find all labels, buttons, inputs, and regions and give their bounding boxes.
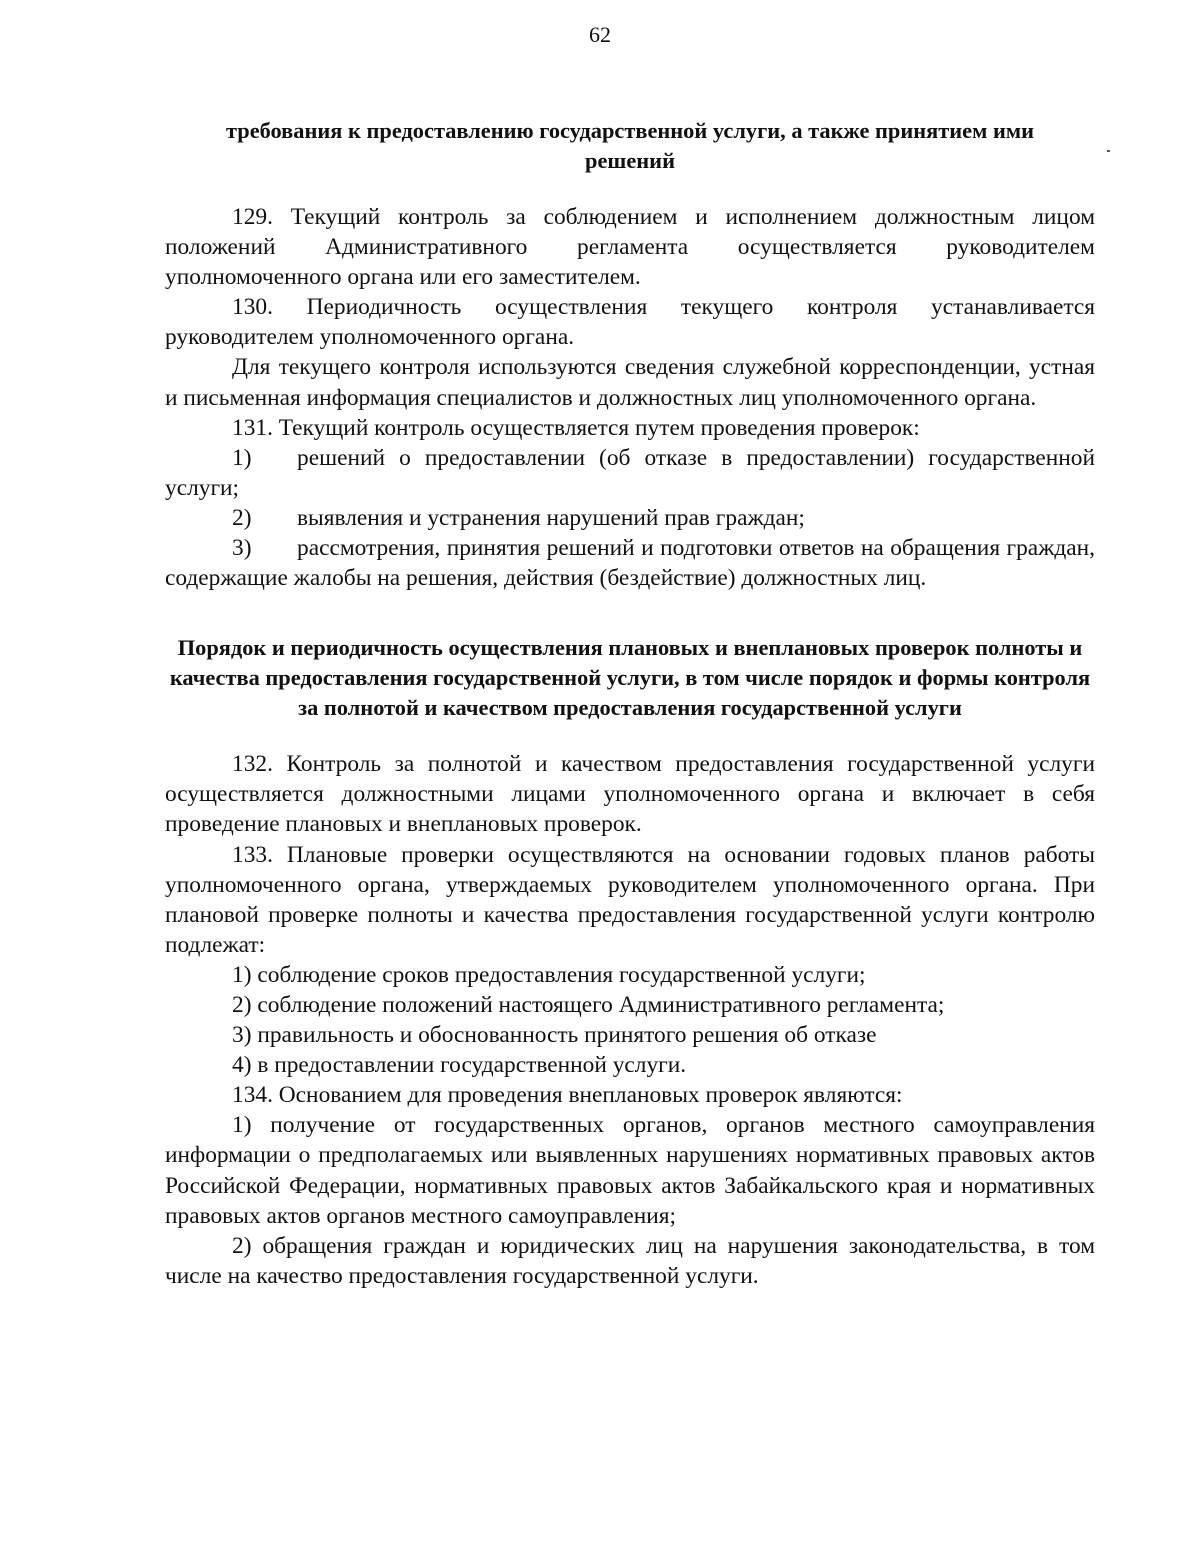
- list-item-133-3: 3) правильность и обоснованность принятого решения об отказе: [232, 1022, 877, 1049]
- paragraph-134: 134. Основанием для проведения внеплановых проверок являются:: [232, 1082, 903, 1109]
- list-item-number: 2): [232, 504, 252, 531]
- paragraph-130-sources: Для текущего контроля используются сведения служебной корреспонденции, устная и письменная информация специалистов и должностных лиц уполномоченного органа.: [165, 354, 1095, 411]
- section-heading-current-control: требования к предоставлению государственной услуги, а также принятием ими решений: [225, 118, 1034, 173]
- paragraph-131: 131. Текущий контроль осуществляется путем проведения проверок:: [232, 414, 920, 441]
- list-item-number: 1): [232, 444, 252, 471]
- list-item-134-1: 1) получение от государственных органов, органов местного самоуправления информации о предполагаемых или выявленных нарушениях нормативных правовых актов Российской Федерации, нормативных правовых актов Забайкальского края и нормативных правовых актов органов местного самоуправления;: [165, 1112, 1095, 1229]
- list-item-131-1: [165, 443, 1095, 503]
- page-number: 62: [589, 22, 611, 47]
- scan-speck: [1107, 150, 1110, 152]
- list-item-text: рассмотрения, принятия решений и подготовки ответов на обращения граждан, содержащие жалобы на решения, действия (бездействие) должностных лиц.: [165, 535, 1095, 592]
- list-item-text: выявления и устранения нарушений прав граждан;: [297, 504, 805, 531]
- list-item-133-4: 4) в предоставлении государственной услуги.: [232, 1052, 687, 1079]
- list-item-134-2: 2) обращения граждан и юридических лиц на нарушения законодательства, в том числе на качество предоставления государственной услуги.: [165, 1232, 1095, 1289]
- document-body: [165, 112, 1095, 1291]
- section-heading-planned-inspections: Порядок и периодичность осуществления плановых и внеплановых проверок полноты и качества предоставления государственной услуги, в том числе порядок и формы контроля за полнотой и качеством предоставления государственной услуги: [169, 635, 1091, 721]
- list-item-133-2: 2) соблюдение положений настоящего Административного регламента;: [232, 991, 945, 1018]
- paragraph-130: 130. Периодичность осуществления текущего контроля устанавливается руководителем уполномоченного органа.: [165, 294, 1095, 351]
- list-item-text: решений о предоставлении (об отказе в предоставлении) государственной услуги;: [165, 444, 1095, 501]
- paragraph-132: 132. Контроль за полнотой и качеством предоставления государственной услуги осуществляется должностными лицами уполномоченного органа и включает в себя проведение плановых и внеплановых проверок.: [165, 751, 1095, 838]
- list-item-number: 3): [232, 535, 252, 562]
- list-item-131-2: [165, 503, 1095, 533]
- paragraph-129: 129. Текущий контроль за соблюдением и исполнением должностным лицом положений Административного регламента осуществляется руководителем уполномоченного органа или его заместителем.: [165, 204, 1095, 291]
- list-item-133-1: 1) соблюдение сроков предоставления государственной услуги;: [232, 961, 866, 988]
- list-item-131-3: [165, 533, 1095, 593]
- paragraph-133: 133. Плановые проверки осуществляются на основании годовых планов работы уполномоченного органа, утверждаемых руководителем уполномоченного органа. При плановой проверке полноты и качества предоставления государственной услуги контролю подлежат:: [165, 841, 1095, 958]
